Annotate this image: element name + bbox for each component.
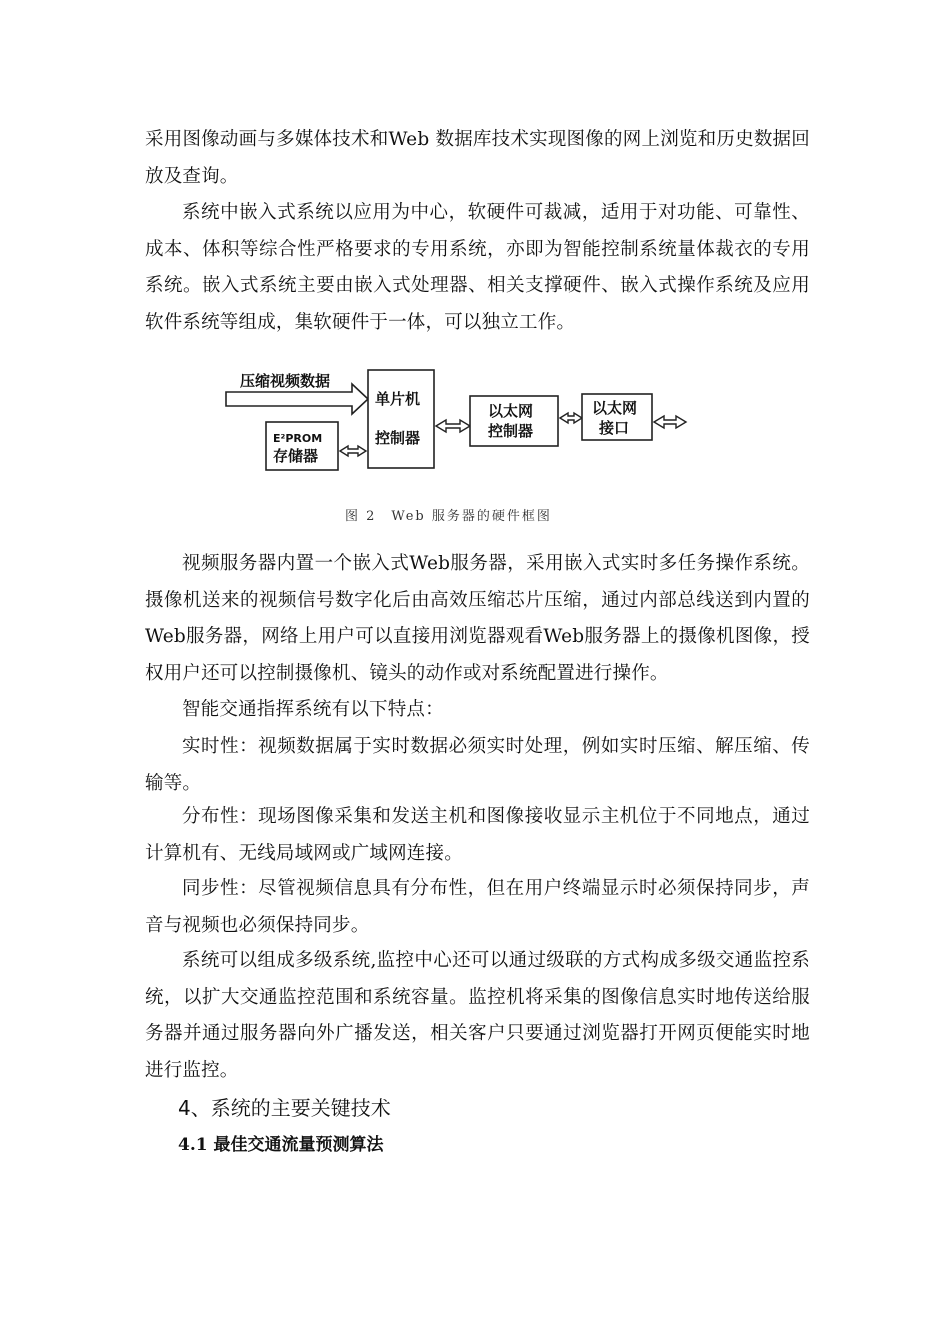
eth-ctrl-port-double-arrow-icon (560, 413, 582, 423)
paragraph-video-server: 视频服务器内置一个嵌入式Web服务器，采用嵌入式实时多任务操作系统。摄像机送来的视频信号数字化后由高效压缩芯片压缩，通过内部总线送到内置的Web服务器，网络上用户可以直接用浏览器观看Web服务器上的摄像机图像，授权用户还可以控制摄像机、镜头的动作或对系统配置进行操作。 (145, 553, 810, 684)
eprom-mcu-double-arrow-icon (340, 446, 366, 456)
paragraph-realtime: 实时性：视频数据属于实时数据必须实时处理，例如实时压缩、解压缩、传输等。 (145, 736, 810, 794)
section-heading-4: 4、系统的主要关键技术 (178, 1096, 391, 1120)
eth-port-label-line1: 以太网 (592, 399, 638, 417)
eth-controller-label-line2: 控制器 (488, 422, 534, 440)
mcu-box (368, 370, 434, 468)
section-heading-4-1: 4.1 最佳交通流量预测算法 (178, 1135, 384, 1155)
eth-port-label-line2: 接口 (599, 419, 630, 437)
figure-caption: 图 2 Web 服务器的硬件框图 (345, 509, 552, 524)
paragraph-features-intro: 智能交通指挥系统有以下特点： (182, 699, 444, 720)
mcu-label-line2: 控制器 (375, 429, 421, 447)
paragraph-sync: 同步性：尽管视频信息具有分布性，但在用户终端显示时必须保持同步，声音与视频也必须保持同步。 (145, 878, 810, 936)
paragraph-embedded-system: 系统中嵌入式系统以应用为中心，软硬件可裁减，适用于对功能、可靠性、成本、体积等综合性严格要求的专用系统，亦即为智能控制系统量体裁衣的专用系统。嵌入式系统主要由嵌入式处理器、相关支撑硬件、嵌入式操作系统及应用软件系统等组成，集软硬件于一体，可以独立工作。 (145, 202, 810, 333)
eprom-label-line1: E²PROM (273, 432, 323, 445)
paragraph-multimedia: 采用图像动画与多媒体技术和Web 数据库技术实现图像的网上浏览和历史数据回放及查询。 (145, 129, 810, 187)
mcu-eth-double-arrow-icon (436, 420, 470, 432)
hardware-block-diagram (222, 356, 692, 484)
eprom-label-line2: 存储器 (273, 447, 319, 465)
eth-controller-label-line1: 以太网 (488, 402, 534, 420)
external-double-arrow-icon (654, 416, 686, 428)
paragraph-distributed: 分布性：现场图像采集和发送主机和图像接收显示主机位于不同地点，通过计算机有、无线局域网或广域网连接。 (145, 806, 810, 864)
mcu-label-line1: 单片机 (375, 390, 421, 408)
paragraph-multilevel: 系统可以组成多级系统,监控中心还可以通过级联的方式构成多级交通监控系统，以扩大交通监控范围和系统容量。监控机将采集的图像信息实时地传送给服务器并通过服务器向外广播发送，相关客户只要通过浏览器打开网页便能实时地进行监控。 (145, 950, 810, 1081)
input-data-label: 压缩视频数据 (240, 372, 331, 390)
